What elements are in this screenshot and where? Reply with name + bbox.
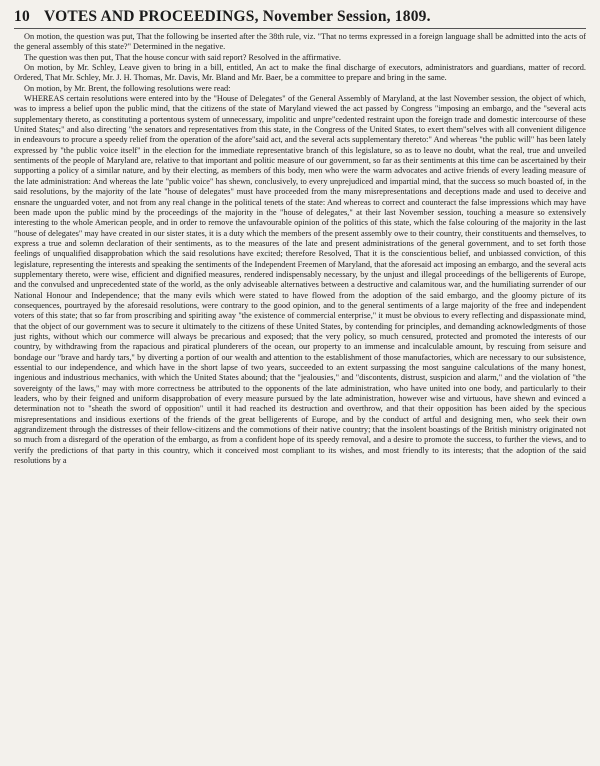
paragraph-schley-bill: On motion, by Mr. Schley, Leave given to bring in a bill, entitled, An act to make the final discharge of executors, administrators and guardians, matter of record. Ordered, That Mr. Schley, Mr. J. H. Thomas, Mr. Davis, Mr. Bland and Mr. Baer, be a committee to prepare and bring in the same.: [14, 63, 586, 83]
body-text: [14, 32, 586, 466]
paragraph-brent-motion: On motion, by Mr. Brent, the following resolutions were read:: [24, 83, 231, 93]
running-title: VOTES AND PROCEEDINGS, November Session, 1809.: [44, 8, 431, 25]
paragraph-concur-report: The question was then put, That the house concur with said report? Resolved in the affirmative.: [24, 52, 341, 62]
paragraph-motion-foreign-terms: On motion, the question was put, That the following be inserted after the 38th rule, viz. "That no terms expressed in a foreign language shall be admitted into the acts of the general assembly of this state?" Determined in the negative.: [14, 32, 586, 52]
paragraph-whereas-resolutions: WHEREAS certain resolutions were entered into by the "House of Delegates" of the General Assembly of Maryland, at the last November session, the object of which, was to impress a belief upon the public mind, that the citizens of the state of Maryland viewed the act passed by Congress "imposing an embargo, and the "several acts supplementary thereto, as constituting a portentous system of unnecessary, impolitic and unpre"cedented restraint upon the foreign trade and domestic intercourse of these United States;" and also directing "the senators and representatives from this state, in the Congress of the United States, to exert them"selves with all convenient diligence in endeavours to procure a speedy relief from the operation of the afore"said act, and the several acts supplementary thereto:" And whereas "the public will" has been lately expressed by "the public voice itself" in the election for the immediate representative branch of this legislature, so as to leave no doubt, what the real, true and unveiled sentiments of the people of Maryland are, relative to that important and politic measure of our government, so far as their sentiments at this time can be ascertained by their supporting a policy of a similar nature, and by their electing, as members of this body, men who were the warm advocates and active friends of every leading measure of the late administration: And whereas the late "public voice" has shewn, conclusively, to every unprejudiced and impartial mind, that the success so much boasted of, in the said resolutions, by the majority of the late "house of delegates" must have proceeded from the many misrepresentations and deceptions made and used to deceive and ensnare the unguarded voter, and not from any real change in the political tenets of the state: And whereas to correct and counteract the false impressions which may have been made upon the public mind by the proceedings of the majority in the "house of delegates," at their last November session, touching a measure so extensively interesting to the whole American people, and in order to remove the unfavourable opinion of the politics of this state, which the false colouring of the majority in the last "house of delegates" may have created in our sister states, it is a duty which the members of the present assembly owe to their country, their constituents and themselves, to express a true and solemn declaration of their sentiments, as to the measures of the late and present administrations of the general government, and to set forth those feelings of unqualified disapprobation which the said resolutions have excited; therefore Resolved, That it is the conscientious belief, and unbiassed conviction, of this legislature, representing the interests and speaking the sentiments of the Independent Freemen of Maryland, that the aforesaid act imposing an embargo, and the several acts supplementary thereto, were wise, efficient and dignified measures, rendered indispensably necessary, by the unjust and illegal proceedings of the belligerents of Europe, and the convulsed and unprecedented state of the world, as the only adviseable alternatives between a destructive and calamitous war, and the humiliating surrender of our National Honour and Independence; that the many evils which were stated to have flowed from the adoption of the said embargo, and the gloomy picture of its consequences, pourtrayed by the aforesaid resolutions, were contrary to the good opinion, and to the general sentiments of a large majority of the free and independent voters of this state; that so far from proscribing and spiriting away "the existence of commercial enterprise," it must be obvious to every reflecting and dispassionate mind, that the object of our government was to secure it ultimately to the citizens of these United States, by contending for principles, and demanding acknowledgments of those just rights, without which our commerce will always be precarious and exposed; that the very policy, so much censured, protected and promoted the interests of our country, by withdrawing from the rapacious and piratical plunderers of the ocean, our property to an immense and incalculable amount, by rescuing from seisure and bondage our "brave and hardy tars," by diverting a portion of our wealth and attention to the establishment of those manufactories, which are necessary to our subsistence, essential to our independence, and which have in the short lapse of two years, succeeded to an extent surpassing the most sanguine calculations of the many honest, ingenious and industrious mechanics, with which the United States abound; that the "jealousies," and "discontents, distrust, suspicion and alarm," and the violation of "the sovereignty of the laws," may with more correctness be attributed to the opponents of the late administration, who have united into one body, and particularly to their leaders, who by their feigned and uniform disapprobation of every measure pursued by the late administration, however wise and virtuous, have shewn and evinced a determination not to "sheath the sword of opposition" until it had reached its destruction and overthrow, and that their opposition has been aided by the specious misrepresentations and insidious exertions of the friends of the great belligerents of Europe, and by the conduct of artful and designing men, who seek their own aggrandizement through the distresses of their fellow-citizens and the commotions of their native country; that the insolent boastings of the British ministry originated not so much from a disregard of the operation of the embargo, as from a confident hope of its speedy removal, and a desire to promote the success, to further the views, and to verify the predictions of that party in this country, which it conceived most compliant to its wishes, and most friendly to its interests; that the adoption of the said resolutions by a: [14, 94, 586, 466]
page-number: 10: [14, 8, 30, 25]
page-header: [14, 8, 586, 29]
